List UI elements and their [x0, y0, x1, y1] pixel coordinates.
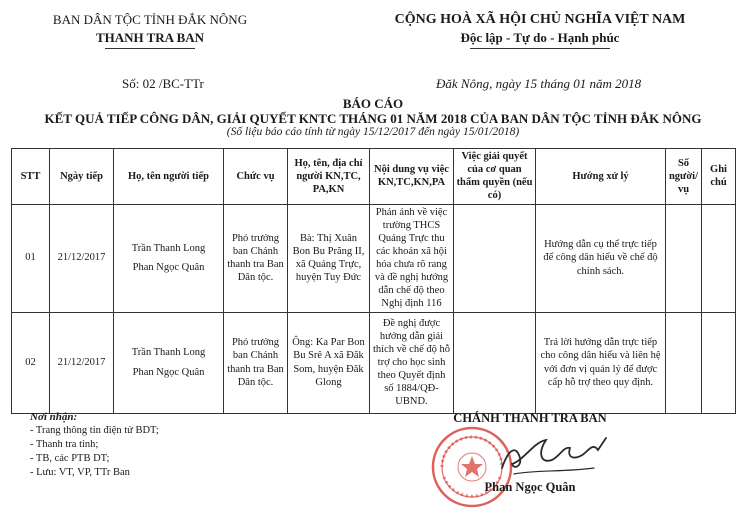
col-header-handling: Hướng xử lý	[536, 149, 666, 205]
cell-authority	[454, 204, 536, 312]
cell-note	[702, 204, 736, 312]
recipient-item: - TB, các PTB DT;	[30, 453, 110, 464]
receiver-name: Trần Thanh Long	[131, 347, 206, 359]
cell-count	[666, 204, 702, 312]
table-row	[12, 312, 736, 413]
national-header	[360, 12, 720, 49]
document-dateline: Đăk Nông, ngày 15 tháng 01 năm 2018	[436, 76, 642, 91]
col-header-authority: Việc giải quyết của cơ quan thẩm quyền (nếu có)	[454, 149, 536, 205]
cell-authority	[454, 312, 536, 413]
signatory-name: Phan Ngọc Quân	[484, 480, 576, 494]
cell-note	[702, 312, 736, 413]
col-header-count: Số người/ vụ	[666, 149, 702, 205]
cell-date: 21/12/2017	[50, 312, 114, 413]
cell-count	[666, 312, 702, 413]
receiver-name: Phan Ngọc Quân	[132, 262, 205, 273]
cell-stt: 02	[12, 312, 50, 413]
col-header-receiver: Họ, tên người tiếp	[114, 149, 224, 205]
agency-department: THANH TRA BAN	[95, 30, 205, 45]
report-table	[11, 148, 736, 414]
cell-content: Phản ánh về việc trường THCS Quảng Trực thu các khoản xã hội hóa chưa rõ rang và đề nghị hướng dẫn chế độ theo Nghị định 116	[370, 204, 454, 312]
cell-receiver	[114, 312, 224, 413]
receiver-name: Phan Ngọc Quân	[132, 366, 205, 378]
col-header-stt: STT	[12, 149, 50, 205]
cell-position: Phó trưởng ban Chánh thanh tra Ban Dân tộc.	[224, 312, 288, 413]
report-title: KẾT QUẢ TIẾP CÔNG DÂN, GIẢI QUYẾT KNTC THÁNG 01 NĂM 2018 CỦA BAN DÂN TỘC TỈNH ĐẮK NÔNG	[44, 111, 702, 126]
col-header-position: Chức vụ	[224, 149, 288, 205]
col-header-note: Ghi chú	[702, 149, 736, 205]
cell-content: Đề nghị được hướng dẫn giải thích về chế độ hỗ trợ cho học sinh theo Quyết định số 1884/QĐ-UBND.	[370, 312, 454, 413]
national-motto: Độc lập - Tự do - Hạnh phúc	[460, 30, 620, 45]
cell-petitioner: Bà: Thị Xuân Bon Bu Prăng II, xã Quảng Trực, huyện Tuy Đức	[288, 204, 370, 312]
recipient-item: - Thanh tra tỉnh;	[30, 439, 99, 450]
motto-underline	[470, 48, 610, 49]
document-number: Số: 02 /BC-TTr	[122, 76, 204, 91]
col-header-date: Ngày tiếp	[50, 149, 114, 205]
receiver-name: Trần Thanh Long	[131, 242, 206, 254]
agency-name: BAN DÂN TỘC TỈNH ĐẮK NÔNG	[52, 12, 248, 27]
cell-date: 21/12/2017	[50, 204, 114, 312]
agency-header	[20, 12, 280, 49]
cell-stt: 01	[12, 204, 50, 312]
report-label: BÁO CÁO	[342, 96, 404, 111]
table-header-row	[12, 149, 736, 205]
recipients-block	[30, 410, 159, 480]
col-header-content: Nội dung vụ việc KN,TC,KN,PA	[370, 149, 454, 205]
agency-underline	[105, 48, 195, 49]
signature-icon	[494, 430, 614, 480]
report-period: (Số liệu báo cáo tính từ ngày 15/12/2017 đến ngày 15/01/2018)	[226, 126, 520, 138]
national-title: CỘNG HOÀ XÃ HỘI CHỦ NGHĨA VIỆT NAM	[394, 12, 686, 27]
signatory-title: CHÁNH THANH TRA BAN	[453, 411, 607, 425]
recipient-item: - Lưu: VT, VP, TTr Ban	[30, 467, 130, 478]
cell-handling: Trả lời hướng dẫn trực tiếp cho công dân hiểu và liên hệ với đơn vị quản lý để được cấp hỗ trợ theo quy định.	[536, 312, 666, 413]
cell-position: Phó trưởng ban Chánh thanh tra Ban Dân tộc.	[224, 204, 288, 312]
col-header-petitioner: Họ, tên, địa chỉ người KN,TC, PA,KN	[288, 149, 370, 205]
handwritten-signature	[494, 430, 614, 485]
cell-handling: Hướng dẫn cụ thể trực tiếp để công dân hiểu về chế độ chính sách.	[536, 204, 666, 312]
cell-petitioner: Ông: Ka Par Bon Bu Srê A xã Đăk Som, huyện Đăk Glong	[288, 312, 370, 413]
table-row	[12, 204, 736, 312]
recipients-heading: Nơi nhận:	[30, 411, 78, 423]
cell-receiver	[114, 204, 224, 312]
recipient-item: - Trang thông tin điện tử BDT;	[30, 425, 159, 436]
